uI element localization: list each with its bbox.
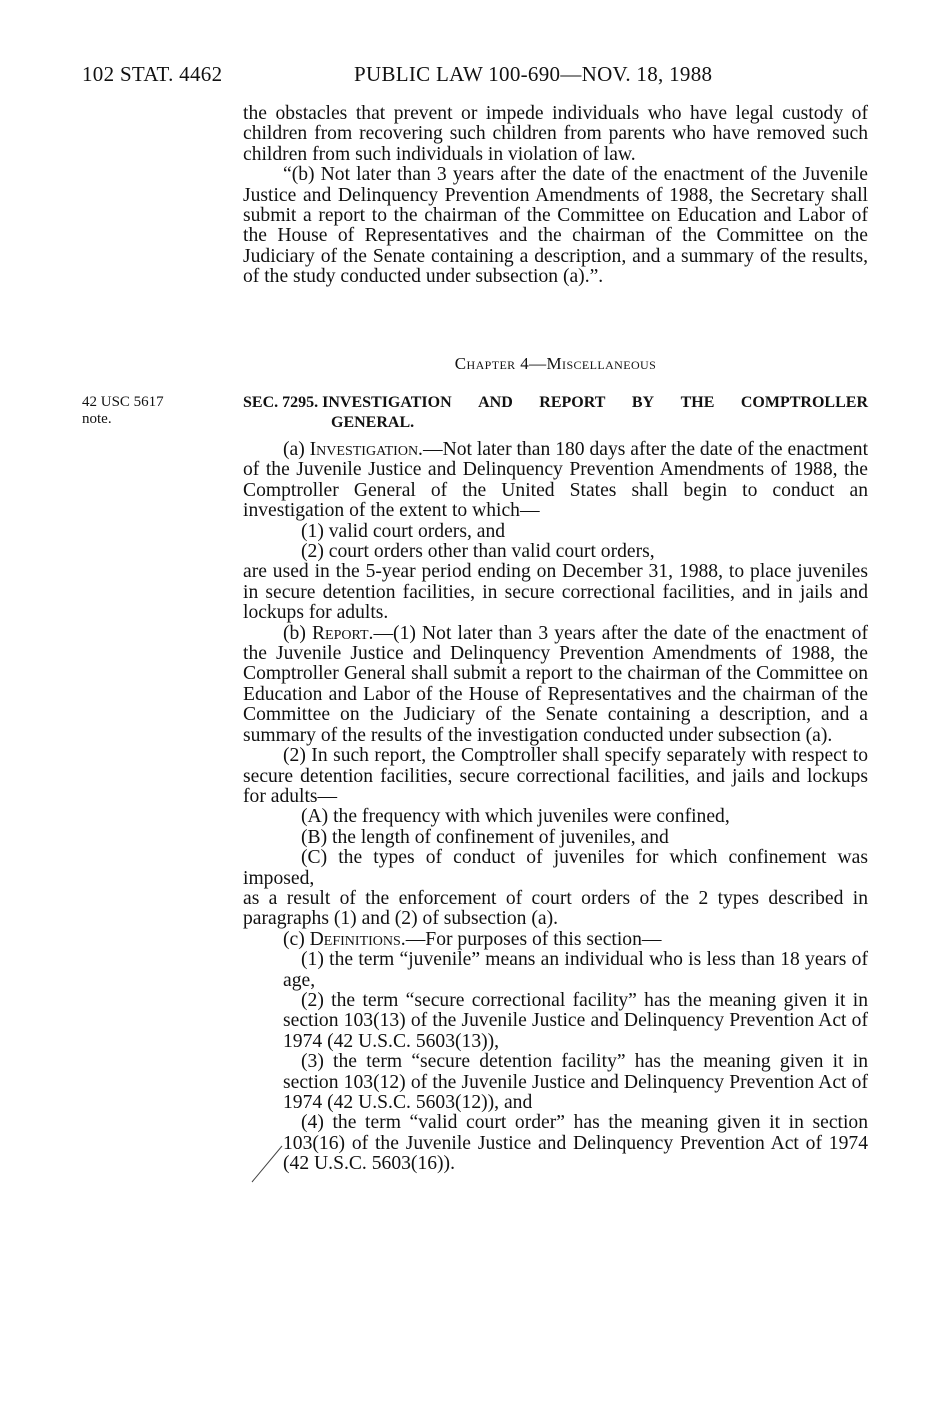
section-body (243, 440, 868, 1175)
subsection-c-heading: Definitions. (309, 928, 406, 950)
subsection-c: (c) Definitions.—For purposes of this section— (283, 928, 662, 950)
section-word: THE (680, 394, 715, 411)
chapter-heading: Chapter 4—Miscellaneous (454, 354, 657, 373)
subsection-b2: (2) In such report, the Comptroller shall specify separately with respect to secure detention facilities, secure correctional facilities, and jails and lockups for adults— (243, 745, 868, 807)
margin-note (82, 394, 164, 428)
definition-4: (4) the term “valid court order” has the meaning given it in section 103(16) of the Juvenile Justice and Delinquency Prevention Act of 1974 (42 U.S.C. 5603(16)). (283, 1112, 868, 1175)
subsection-a: (a) Investigation.—Not later than 180 days after the date of the enactment of the Juvenile Justice and Delinquency Prevention Amendments of 1988, the Comptroller General of the United States shall begin to conduct an investigation of the extent to which— (243, 439, 869, 522)
item-bA: (A) the frequency with which juveniles were confined, (301, 806, 730, 828)
item-bB: (B) the length of confinement of juveniles, and (301, 826, 669, 848)
item-a2: (2) court orders other than valid court orders, (301, 541, 655, 563)
section-word: BY (631, 394, 655, 411)
margin-note-label: note. (82, 411, 112, 427)
subsection-b-tail: as a result of the enforcement of court orders of the 2 types described in paragraphs (1) and (2) of subsection (a). (243, 887, 868, 930)
subsection-b-heading: Report. (311, 622, 374, 644)
public-law-citation: PUBLIC LAW 100-690—NOV. 18, 1988 (354, 62, 713, 86)
subsection-a-heading: Investigation. (309, 439, 423, 460)
section-word: COMPTROLLER (740, 394, 868, 411)
section-heading (243, 393, 868, 433)
definition-1: (1) the term “juvenile” means an individual who is less than 18 years of age, (283, 949, 868, 991)
continued-text (243, 104, 868, 288)
section-heading-line2: GENERAL. (331, 414, 415, 431)
stat-page-number: 102 STAT. 4462 (82, 62, 223, 86)
section-word: AND (478, 394, 513, 411)
paragraph-obstacles: the obstacles that prevent or impede individuals who have legal custody of children from recovering such children from parents who have removed such children from such individuals in violation of law. (243, 103, 868, 165)
section-number: SEC. 7295. INVESTIGATION (243, 394, 452, 411)
section-word: REPORT (539, 394, 606, 411)
item-bC: (C) the types of conduct of juveniles for which confinement was imposed, (243, 847, 868, 889)
page-header (82, 62, 712, 87)
item-a1: (1) valid court orders, and (301, 520, 506, 542)
margin-note-citation: 42 USC 5617 (82, 394, 164, 410)
subsection-b1: (b) Report.—(1) Not later than 3 years after the date of the enactment of the Juvenile Justice and Delinquency Prevention Amendments of 1988, the Comptroller General shall submit a report to the chairman of the Committee on Education and Labor of the House of Representatives and the chairman of the Committee on the Judiciary of the Senate containing a description, and a summary of the results of the investigation conducted under subsection (a). (243, 622, 869, 746)
definition-3: (3) the term “secure detention facility” has the meaning given it in section 103(12) of the Juvenile Justice and Delinquency Prevention Act of 1974 (42 U.S.C. 5603(12)), and (283, 1051, 868, 1113)
pen-stroke-mark (246, 1142, 286, 1186)
definition-2: (2) the term “secure correctional facility” has the meaning given it in section 103(13) of the Juvenile Justice and Delinquency Prevention Act of 1974 (42 U.S.C. 5603(13)), (283, 989, 868, 1052)
paragraph-secretary-report: “(b) Not later than 3 years after the date of the enactment of the Juvenile Justice and Delinquency Prevention Amendments of 1988, the Secretary shall submit a report to the chairman of the Committee on Education and Labor of the House of Representatives and the chairman of the Committee on the Judiciary of the Senate containing a description, and a summary of the results, of the study conducted under subsection (a).”. (243, 164, 868, 288)
subsection-a-tail: are used in the 5-year period ending on December 31, 1988, to place juveniles in secure detention facilities, in secure correctional facilities, and in jails and lockups for adults. (243, 561, 868, 624)
